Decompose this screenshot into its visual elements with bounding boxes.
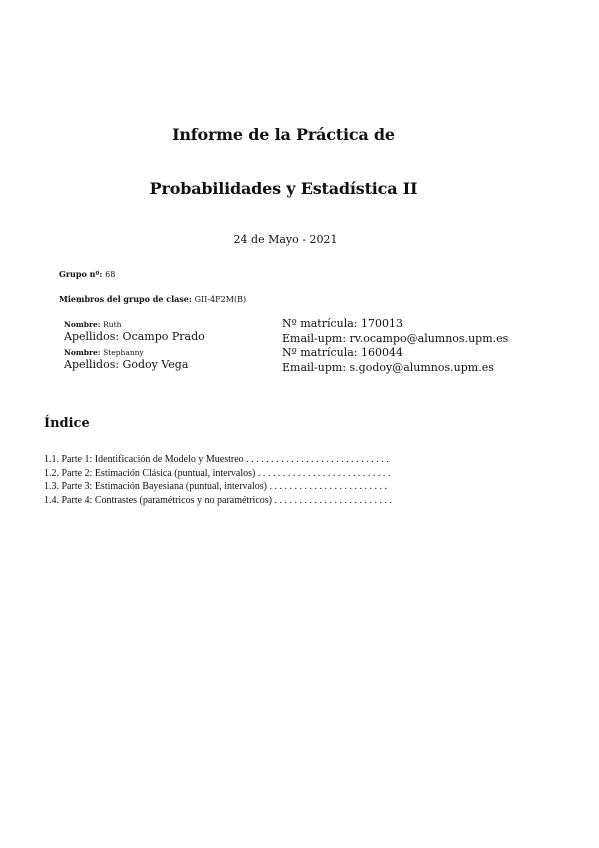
toc-item[interactable]: 1.2. Parte 2: Estimación Clásica (puntual, intervalos) . . . . . . . . . . . . . . . . . . . . . . . . . . .: [44, 467, 391, 479]
title-line-1: Informe de la Práctica de: [172, 125, 395, 144]
member-name-label: Nombre:: [64, 320, 104, 329]
group-number: [59, 269, 115, 279]
member-surname: Apellidos: Godoy Vega: [64, 358, 189, 371]
member-name: [64, 348, 144, 357]
member-email: Email-upm: s.godoy@alumnos.upm.es: [282, 361, 494, 374]
group-value: 68: [105, 270, 116, 279]
index-heading: Índice: [44, 416, 90, 431]
members-class-group: GII-4F2M(B): [194, 295, 247, 304]
member-email: Email-upm: rv.ocampo@alumnos.upm.es: [282, 332, 509, 345]
title-line-2: Probabilidades y Estadística II: [149, 179, 418, 198]
member-name: [64, 320, 121, 329]
members-label: Miembros del grupo de clase:: [59, 294, 195, 304]
member-surname: Apellidos: Ocampo Prado: [64, 330, 205, 343]
toc-item[interactable]: 1.4. Parte 4: Contrastes (paramétricos y no paramétricos) . . . . . . . . . . . . . . . . . . . . . . . .: [44, 494, 392, 506]
group-label: Grupo nº:: [59, 269, 106, 279]
member-matricula: Nº matrícula: 160044: [282, 346, 403, 359]
member-name-label: Nombre:: [64, 348, 104, 357]
table-of-contents: [44, 453, 392, 507]
toc-item[interactable]: 1.1. Parte 1: Identificación de Modelo y Muestreo . . . . . . . . . . . . . . . . . . . . . . . . . . . . .: [44, 454, 389, 465]
report-date: 24 de Mayo - 2021: [233, 233, 338, 246]
members-header: [59, 294, 246, 304]
member-matricula: Nº matrícula: 170013: [282, 317, 403, 330]
member-name-value: Stephanny: [103, 348, 144, 357]
member-name-value: Ruth: [103, 320, 122, 329]
toc-item[interactable]: 1.3. Parte 3: Estimación Bayesiana (puntual, intervalos) . . . . . . . . . . . . . . . . . . . . . . . .: [44, 481, 387, 492]
